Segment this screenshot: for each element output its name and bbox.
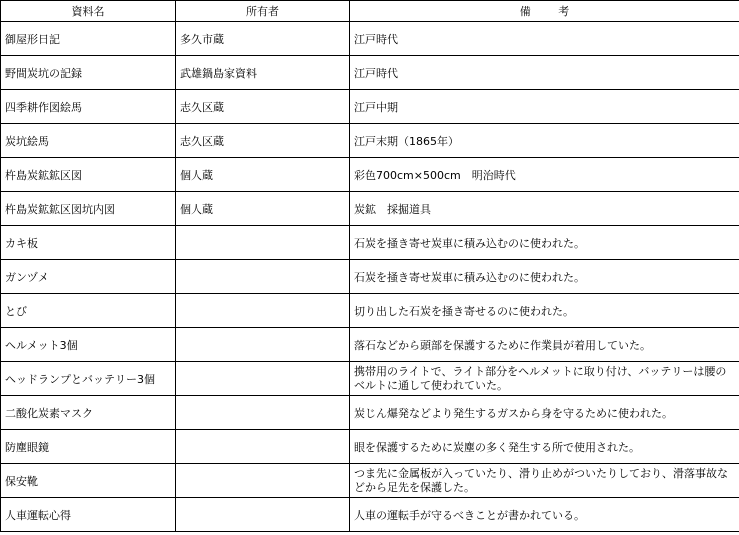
cell-note: 眼を保護するために炭塵の多く発生する所で使用された。 [350,430,739,464]
cell-owner: 個人蔵 [176,192,350,226]
header-material-name: 資料名 [1,1,176,22]
table-row [1,158,739,192]
header-notes-left: 備 [519,5,531,18]
cell-note: 江戸中期 [350,90,739,124]
cell-note: 石炭を掻き寄せ炭車に積み込むのに使われた。 [350,226,739,260]
cell-material-name: 保安靴 [1,464,176,498]
table-row [1,56,739,90]
cell-owner: 多久市蔵 [176,22,350,56]
cell-material-name: 杵島炭鉱鉱区図坑内図 [1,192,176,226]
cell-owner: 志久区蔵 [176,90,350,124]
header-notes [350,1,739,22]
cell-note: 人車の運転手が守るべきことが書かれている。 [350,498,739,532]
table-body [1,22,739,532]
header-row [1,1,739,22]
cell-note: 落石などから頭部を保護するために作業員が着用していた。 [350,328,739,362]
table-row [1,430,739,464]
cell-material-name: 炭坑絵馬 [1,124,176,158]
cell-material-name: カキ板 [1,226,176,260]
table-row [1,90,739,124]
table-row [1,22,739,56]
table-row [1,294,739,328]
cell-note: 炭じん爆発などより発生するガスから身を守るために使われた。 [350,396,739,430]
cell-owner [176,294,350,328]
table-row [1,362,739,396]
table-row [1,396,739,430]
table-row [1,260,739,294]
cell-note: 彩色700cm×500cm 明治時代 [350,158,739,192]
cell-material-name: とび [1,294,176,328]
cell-note: 江戸時代 [350,22,739,56]
cell-owner [176,362,350,396]
cell-note: 炭鉱 採掘道具 [350,192,739,226]
cell-material-name: 四季耕作図絵馬 [1,90,176,124]
cell-note: 石炭を掻き寄せ炭車に積み込むのに使われた。 [350,260,739,294]
table-row [1,226,739,260]
cell-owner: 個人蔵 [176,158,350,192]
header-owner: 所有者 [176,1,350,22]
cell-owner [176,260,350,294]
cell-material-name: 防塵眼鏡 [1,430,176,464]
cell-owner [176,226,350,260]
table-row [1,328,739,362]
cell-owner [176,328,350,362]
cell-owner [176,498,350,532]
header-notes-right: 考 [558,5,570,18]
cell-owner: 武雄鍋島家資料 [176,56,350,90]
cell-material-name: ヘルメット3個 [1,328,176,362]
table-row [1,498,739,532]
cell-material-name: 野間炭坑の記録 [1,56,176,90]
cell-material-name: ガンヅメ [1,260,176,294]
cell-owner [176,396,350,430]
table-row [1,192,739,226]
cell-material-name: 御屋形日記 [1,22,176,56]
cell-material-name: 二酸化炭素マスク [1,396,176,430]
cell-material-name: ヘッドランプとバッテリー3個 [1,362,176,396]
table-row [1,124,739,158]
cell-note: 江戸時代 [350,56,739,90]
cell-owner [176,430,350,464]
cell-note: つま先に金属板が入っていたり、滑り止めがついたりしており、滑落事故などから足先を保護した。 [350,464,739,498]
cell-material-name: 杵島炭鉱鉱区図 [1,158,176,192]
cell-owner [176,464,350,498]
cell-note: 江戸末期（1865年） [350,124,739,158]
table-row [1,464,739,498]
cell-material-name: 人車運転心得 [1,498,176,532]
cell-note: 携帯用のライトで、ライト部分をヘルメットに取り付け、バッテリーは腰のベルトに通して使われていた。 [350,362,739,396]
cell-owner: 志久区蔵 [176,124,350,158]
cell-note: 切り出した石炭を掻き寄せるのに使われた。 [350,294,739,328]
table-header [1,1,739,22]
